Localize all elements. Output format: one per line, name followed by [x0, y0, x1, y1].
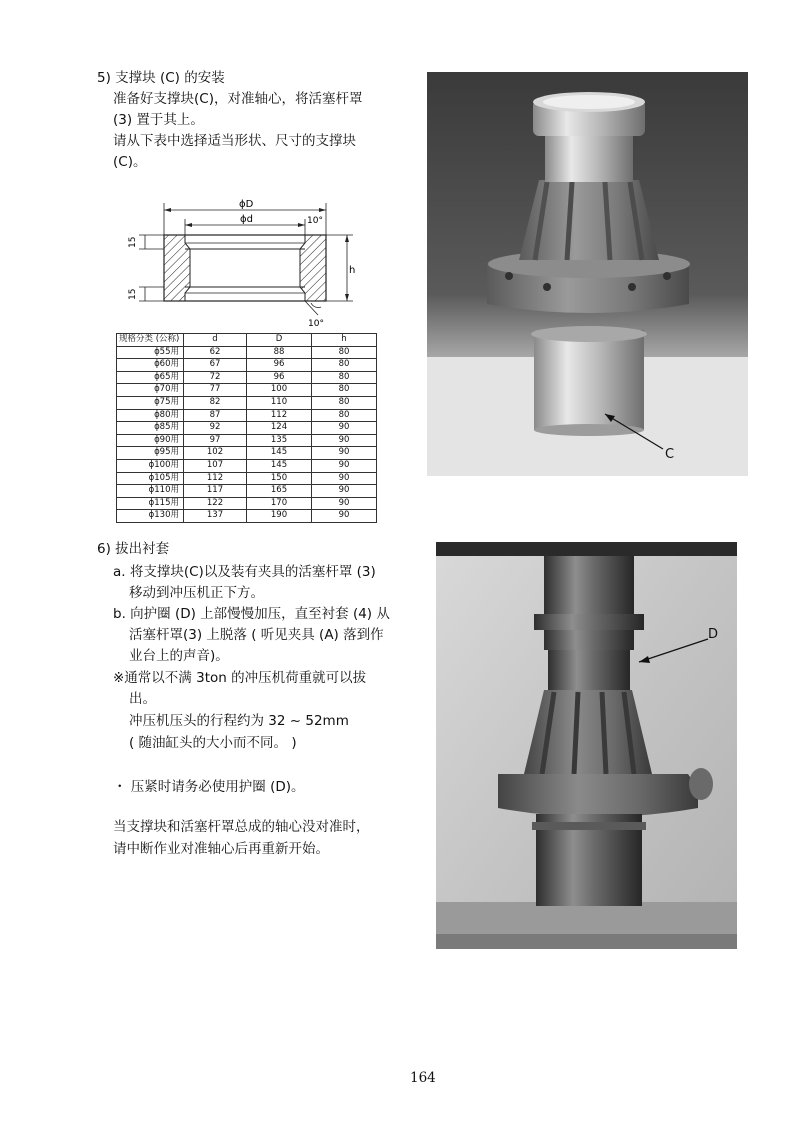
cell-d: 117 — [184, 485, 247, 498]
cell-spec: ϕ60用 — [117, 359, 184, 372]
cell-h: 90 — [312, 485, 377, 498]
cell-h: 90 — [312, 497, 377, 510]
cell-h: 90 — [312, 459, 377, 472]
table-row — [117, 434, 377, 447]
bullet-retainer: ・ 压紧时请务必使用护圈 (D)。 — [113, 779, 305, 795]
cell-h: 80 — [312, 346, 377, 359]
cell-spec: ϕ85用 — [117, 422, 184, 435]
callout-D: D — [708, 627, 719, 642]
table-row — [117, 396, 377, 409]
table-row — [117, 459, 377, 472]
cell-D: 135 — [247, 434, 312, 447]
section5-heading: 5) 支撑块 (C) 的安装 — [97, 70, 225, 86]
cell-spec: ϕ105用 — [117, 472, 184, 485]
cell-D: 124 — [247, 422, 312, 435]
cell-h: 80 — [312, 384, 377, 397]
cell-D: 165 — [247, 485, 312, 498]
page-number: 164 — [410, 1070, 436, 1086]
cell-D: 170 — [247, 497, 312, 510]
note-line-4: ( 随油缸头的大小而不同。 ) — [129, 735, 297, 751]
cell-h: 90 — [312, 510, 377, 523]
cell-spec: ϕ90用 — [117, 434, 184, 447]
cell-d: 82 — [184, 396, 247, 409]
cell-D: 112 — [247, 409, 312, 422]
item-a-line-1: a. 将支撑块(C)以及装有夹具的活塞杆罩 (3) — [113, 564, 376, 580]
cell-spec: ϕ55用 — [117, 346, 184, 359]
angle-bottom-label: 10° — [308, 319, 324, 329]
cell-d: 107 — [184, 459, 247, 472]
photo-press-illustration — [436, 542, 737, 949]
cell-h: 80 — [312, 409, 377, 422]
item-a-line-2: 移动到冲压机正下方。 — [129, 585, 264, 601]
header-h: h — [312, 334, 377, 347]
cell-h: 80 — [312, 396, 377, 409]
cell-d: 62 — [184, 346, 247, 359]
callout-C: C — [665, 447, 675, 462]
cell-h: 80 — [312, 371, 377, 384]
cell-d: 102 — [184, 447, 247, 460]
cell-spec: ϕ65用 — [117, 371, 184, 384]
table-row — [117, 359, 377, 372]
photo-support-block-illustration — [427, 72, 748, 476]
header-spec: 规格分类 (公称) — [117, 334, 184, 347]
angle-top-label: 10° — [307, 216, 323, 226]
header-D: D — [247, 334, 312, 347]
item-b-line-1: b. 向护圈 (D) 上部慢慢加压，直至衬套 (4) 从 — [113, 606, 390, 622]
cell-D: 96 — [247, 371, 312, 384]
table-row — [117, 422, 377, 435]
cell-D: 100 — [247, 384, 312, 397]
cell-d: 97 — [184, 434, 247, 447]
cell-d: 77 — [184, 384, 247, 397]
cell-spec: ϕ70用 — [117, 384, 184, 397]
table-row — [117, 485, 377, 498]
height-h-label: h — [349, 265, 356, 276]
item-b-line-2: 活塞杆罩(3) 上脱落 ( 听见夹具 (A) 落到作 — [129, 627, 384, 643]
cell-h: 90 — [312, 422, 377, 435]
cell-h: 90 — [312, 447, 377, 460]
cell-D: 190 — [247, 510, 312, 523]
cell-spec: ϕ110用 — [117, 485, 184, 498]
cell-D: 88 — [247, 346, 312, 359]
photo-support-block-installed — [427, 72, 748, 476]
cell-d: 67 — [184, 359, 247, 372]
warning-line-2: 请中断作业对准轴心后再重新开始。 — [113, 841, 329, 857]
cell-d: 72 — [184, 371, 247, 384]
note-line-3: 冲压机压头的行程约为 32 ~ 52mm — [129, 713, 349, 729]
table-header-row — [117, 334, 377, 347]
table-row — [117, 472, 377, 485]
section5-line-1: 准备好支撑块(C)，对准轴心，将活塞杆罩 — [113, 91, 363, 107]
support-block-diagram — [115, 195, 375, 330]
table-row — [117, 371, 377, 384]
warning-line-1: 当支撑块和活塞杆罩总成的轴心没对准时， — [113, 819, 370, 835]
cell-h: 90 — [312, 472, 377, 485]
diameter-D-label: ϕD — [239, 199, 254, 210]
cell-d: 112 — [184, 472, 247, 485]
item-b-line-3: 业台上的声音)。 — [129, 648, 229, 664]
section5-line-2: (3) 置于其上。 — [113, 112, 204, 128]
section5-line-4: (C)。 — [113, 154, 147, 170]
table-row — [117, 497, 377, 510]
cell-D: 96 — [247, 359, 312, 372]
cell-d: 122 — [184, 497, 247, 510]
cell-h: 80 — [312, 359, 377, 372]
dim-bottom-15: 15 — [128, 288, 138, 300]
cell-D: 150 — [247, 472, 312, 485]
section5-line-3: 请从下表中选择适当形状、尺寸的支撑块 — [113, 133, 356, 149]
photo-press-bushing-removal — [436, 542, 737, 949]
table-row — [117, 409, 377, 422]
cell-d: 92 — [184, 422, 247, 435]
table-row — [117, 384, 377, 397]
table-row — [117, 346, 377, 359]
cell-h: 90 — [312, 434, 377, 447]
support-block-spec-table — [116, 333, 377, 523]
cell-D: 145 — [247, 447, 312, 460]
cell-spec: ϕ80用 — [117, 409, 184, 422]
header-d: d — [184, 334, 247, 347]
diameter-d-label: ϕd — [240, 214, 253, 225]
cell-D: 145 — [247, 459, 312, 472]
cell-d: 87 — [184, 409, 247, 422]
cell-D: 110 — [247, 396, 312, 409]
cell-spec: ϕ75用 — [117, 396, 184, 409]
section6-heading: 6) 拔出衬套 — [97, 541, 170, 557]
note-line-1: ※通常以不满 3ton 的冲压机荷重就可以拔 — [113, 670, 367, 686]
note-line-2: 出。 — [129, 691, 156, 707]
dim-top-15: 15 — [128, 236, 138, 248]
cell-spec: ϕ100用 — [117, 459, 184, 472]
cell-spec: ϕ115用 — [117, 497, 184, 510]
table-row — [117, 447, 377, 460]
cell-spec: ϕ95用 — [117, 447, 184, 460]
cell-d: 137 — [184, 510, 247, 523]
table-row — [117, 510, 377, 523]
cell-spec: ϕ130用 — [117, 510, 184, 523]
